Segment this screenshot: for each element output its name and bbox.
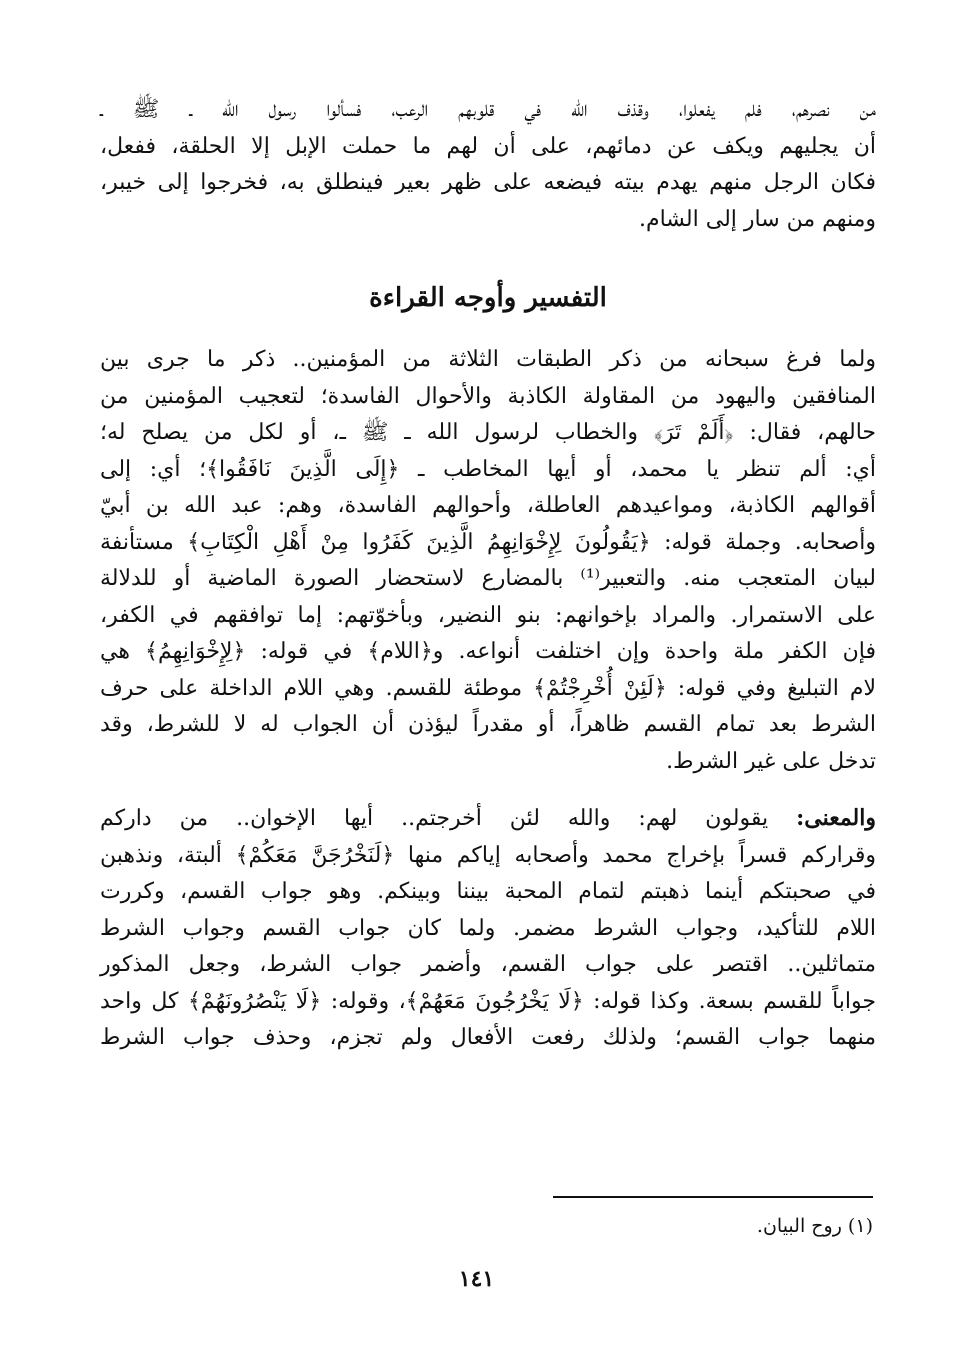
text-line: حالهم، فقال: ﴿أَلَمْ تَرَ﴾ والخطاب لرسول الله ـ ﷺ ـ، أو لكل من يصلح له؛ bbox=[100, 420, 876, 445]
text-line: تدخل على غير الشرط. bbox=[666, 748, 876, 774]
meaning-lead: والمعنى: bbox=[796, 805, 876, 831]
text-line: الشرط بعد تمام القسم ظاهراً، أو مقدراً ليؤذن أن الجواب له لا للشرط، وقد bbox=[100, 712, 876, 737]
text-fragment: يقولون لهم: والله لئن أخرجتم.. أيها الإخوان.. من داركم bbox=[100, 806, 797, 831]
text-line: أقوالهم الكاذبة، ومواعيدهم العاطلة، وأحوالهم الفاسدة، وهم: عبد الله بن أبيّ bbox=[100, 493, 876, 518]
text-line: اللام للتأكيد، وجواب الشرط مضمر. ولما كان جواب القسم وجواب الشرط bbox=[100, 915, 876, 941]
text-line: وأصحابه. وجملة قوله: ﴿يَقُولُونَ لِإِخْوَانِهِمُ الَّذِينَ كَفَرُوا مِنْ أَهْلِ الْكِتَابِ﴾ مستأنفة bbox=[100, 529, 876, 555]
paragraph-story-end bbox=[100, 92, 876, 238]
text-line: ومنهم من سار إلى الشام. bbox=[638, 206, 876, 232]
text-line: فكان الرجل منهم يهدم بيته فيضعه على ظهر بعير فينطلق به، فخرجوا إلى خيبر، bbox=[100, 170, 876, 195]
text-line: من نصرهم، فلم يفعلوا، وقذف الله في قلوبهم الرعب، فسألوا رسول الله ـ ﷺ ـ bbox=[100, 97, 876, 122]
footnote-divider bbox=[553, 1196, 873, 1198]
text-line: لام التبليغ وفي قوله: ﴿لَئِنْ أُخْرِجْتُمْ﴾ موطئة للقسم. وهي اللام الداخلة على حرف bbox=[100, 675, 876, 701]
section-heading: التفسير وأوجه القراءة bbox=[369, 283, 607, 313]
text-line: المنافقين واليهود من المقاولة الكاذبة والأحوال الفاسدة؛ لتعجيب المؤمنين من bbox=[100, 383, 876, 409]
text-line bbox=[100, 800, 876, 838]
text-line: في صحبتكم أينما ذهبتم لتمام المحبة بيننا وبينكم. وهو جواب القسم، وكررت bbox=[100, 879, 876, 904]
text-line: وقراركم قسراً بإخراج محمد وأصحابه إياكم منها ﴿لَنَخْرُجَنَّ مَعَكُمْ﴾ ألبتة، ونذهبن bbox=[100, 842, 876, 868]
text-line: متماثلين.. اقتصر على جواب القسم، وأضمر جواب الشرط، وجعل المذكور bbox=[100, 952, 876, 977]
text-line: منهما جواب القسم؛ ولذلك رفعت الأفعال ولم تجزم، وحذف جواب الشرط bbox=[100, 1025, 876, 1050]
text-line: فإن الكفر ملة واحدة وإن اختلفت أنواعه. و﴿اللام﴾ في قوله: ﴿لِإِخْوَانِهِمُ﴾ هي bbox=[100, 639, 876, 664]
paragraph-meaning bbox=[100, 800, 876, 1057]
text-line: على الاستمرار. والمراد بإخوانهم: بنو النضير، وبأخوّتهم: إما توافقهم في الكفر، bbox=[100, 602, 876, 628]
page-number: ١٤١ bbox=[458, 1266, 495, 1292]
text-line: جواباً للقسم بسعة. وكذا قوله: ﴿لَا يَخْرُجُونَ مَعَهُمْ﴾، وقوله: ﴿لَا يَنْصُرُونَهُمْ﴾ كل واحد bbox=[100, 988, 876, 1014]
footnote: (١) روح البيان. bbox=[756, 1215, 873, 1237]
text-line: أي: ألم تنظر يا محمد، أو أيها المخاطب ـ ﴿إِلَى الَّذِينَ نَافَقُوا﴾؛ أي: إلى bbox=[100, 456, 876, 482]
text-line: لبيان المتعجب منه. والتعبير⁽¹⁾ بالمضارع لاستحضار الصورة الماضية أو للدلالة bbox=[100, 566, 876, 591]
text-line: أن يجليهم ويكف عن دمائهم، على أن لهم ما حملت الإبل إلا الحلقة، ففعل، bbox=[100, 133, 876, 159]
page-body bbox=[100, 92, 876, 1057]
paragraph-tafsir bbox=[100, 342, 876, 780]
paragraph-gap bbox=[100, 780, 876, 800]
text-line: ولما فرغ سبحانه من ذكر الطبقات الثلاثة من المؤمنين.. ذكر ما جرى بين bbox=[100, 347, 876, 372]
